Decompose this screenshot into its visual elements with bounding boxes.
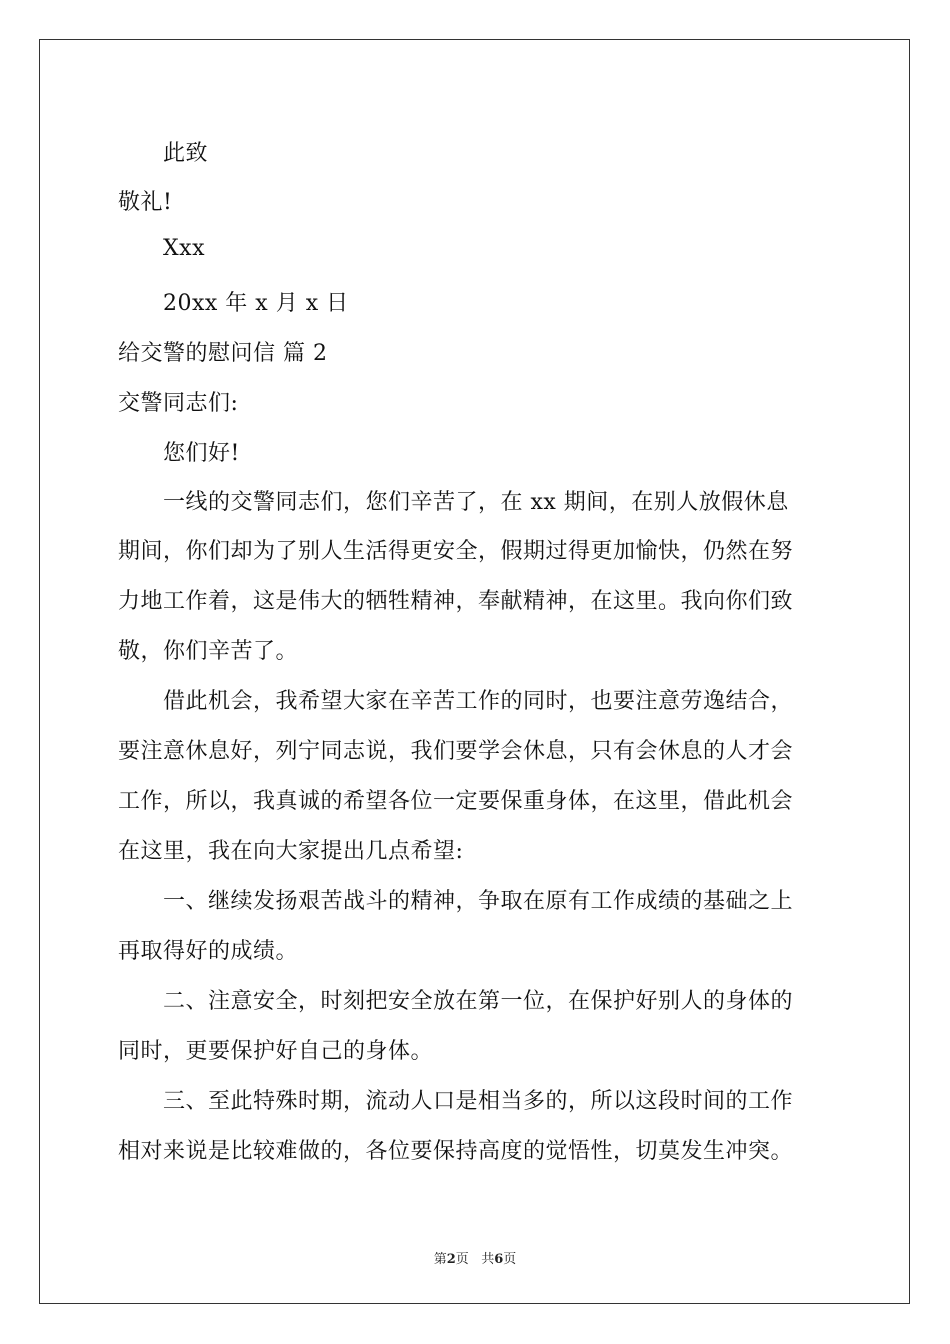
body-line: 再取得好的成绩。 (118, 939, 299, 964)
total-label-suffix: 页 (503, 1252, 517, 1267)
body-line: 一线的交警同志们，您们辛苦了，在 xx 期间，在别人放假休息 (163, 490, 789, 515)
page-label-suffix: 页 (455, 1252, 469, 1267)
total-pages: 6 (494, 1252, 504, 1267)
body-line: 一、继续发扬艰苦战斗的精神，争取在原有工作成绩的基础之上 (163, 889, 794, 914)
letter-date: 20xx 年 x 月 x 日 (163, 291, 349, 316)
total-label-prefix: 共 (481, 1252, 495, 1267)
body-line: 二、注意安全，时刻把安全放在第一位，在保护好别人的身体的 (163, 989, 794, 1014)
body-line: 工作，所以，我真诚的希望各位一定要保重身体，在这里，借此机会 (118, 789, 794, 814)
body-line: 在这里，我在向大家提出几点希望: (118, 839, 464, 864)
body-line: 要注意休息好，列宁同志说，我们要学会休息，只有会休息的人才会 (118, 739, 794, 764)
body-line: 力地工作着，这是伟大的牺牲精神，奉献精神，在这里。我向你们致 (118, 589, 794, 614)
greeting: 您们好! (163, 441, 240, 466)
body-line: 期间，你们却为了别人生活得更安全，假期过得更加愉快，仍然在努 (118, 539, 794, 564)
body-line: 三、至此特殊时期，流动人口是相当多的，所以这段时间的工作 (163, 1089, 794, 1114)
letter-title: 给交警的慰问信 篇 2 (118, 341, 328, 366)
salutation: 交警同志们: (118, 391, 239, 416)
body-line: 敬，你们辛苦了。 (118, 639, 299, 664)
page-footer (0, 1248, 950, 1267)
page-label-prefix: 第 (433, 1252, 447, 1267)
page-number: 2 (446, 1252, 456, 1267)
closing-line-2: 敬礼! (118, 190, 173, 215)
closing-line-1: 此致 (163, 141, 209, 166)
body-line: 借此机会，我希望大家在辛苦工作的同时，也要注意劳逸结合， (163, 689, 794, 714)
sender-name: Xxx (163, 236, 205, 261)
body-line: 同时，更要保护好自己的身体。 (118, 1039, 434, 1064)
body-line: 相对来说是比较难做的，各位要保持高度的觉悟性，切莫发生冲突。 (118, 1139, 794, 1164)
